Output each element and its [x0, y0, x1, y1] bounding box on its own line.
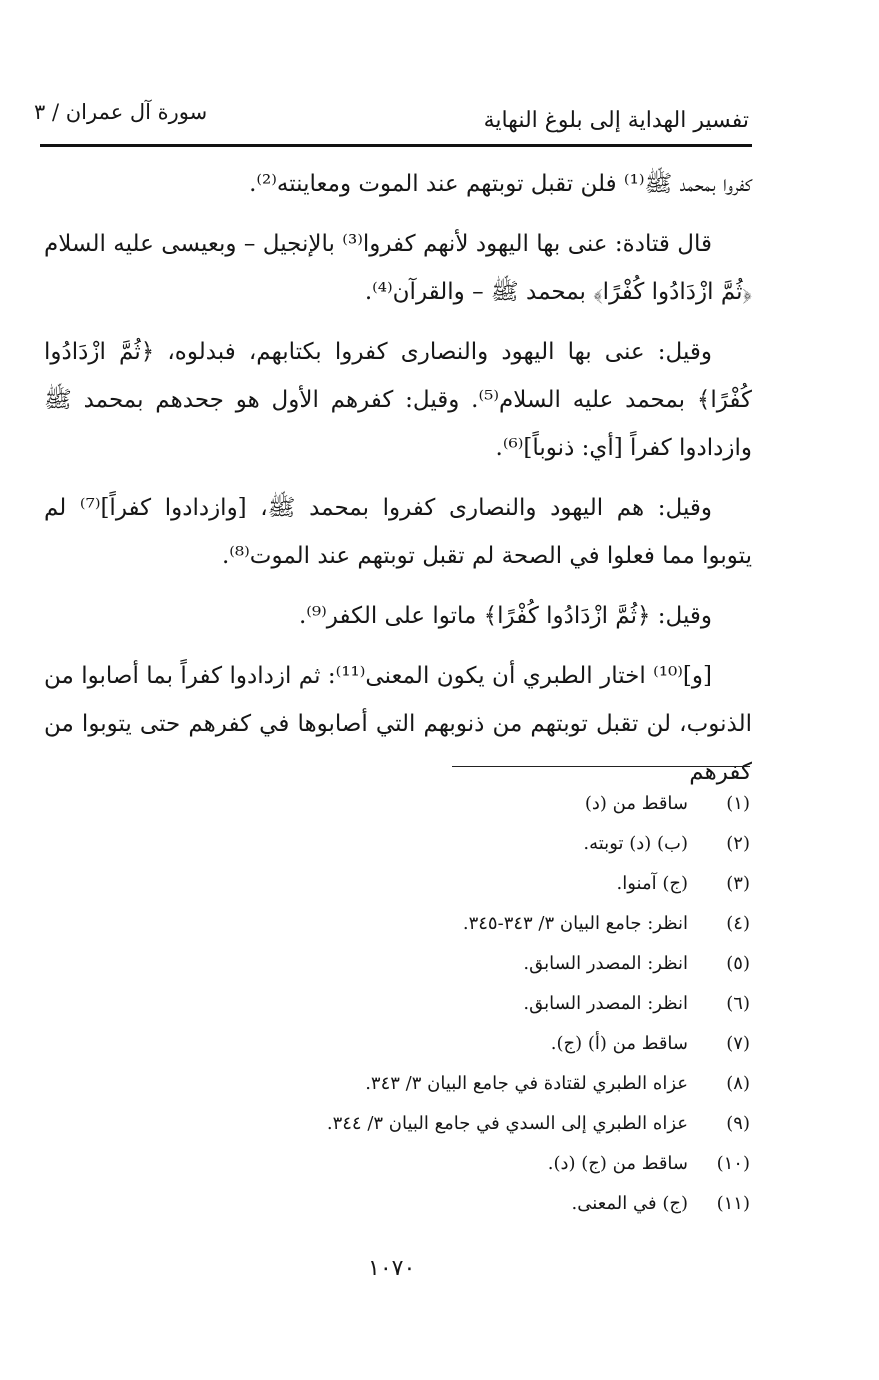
footnote-text: عزاه الطبري لقتادة في جامع البيان ٣/ ٣٤٣.: [365, 1073, 688, 1094]
footnote: [60, 1104, 750, 1144]
paragraph: كفروا بمحمد ﷺ⁽¹⁾ فلن تقبل توبتهم عند الموت ومعاينته⁽²⁾.: [249, 171, 752, 197]
footnotes: [60, 784, 750, 1224]
footnote-number: (١٠): [716, 1153, 750, 1174]
footnote-text: ساقط من (ج) (د).: [547, 1153, 688, 1174]
paragraph: وقيل: هم اليهود والنصارى كفروا بمحمد ﷺ، [وازدادوا كفراً]⁽⁷⁾ لم يتوبوا مما فعلوا في الصحة لم تقبل توبتهم عند الموت⁽⁸⁾.: [44, 495, 752, 569]
footnote: [60, 1024, 750, 1064]
footnote-text: (ج) آمنوا.: [616, 873, 688, 894]
footnote-number: (٢): [726, 833, 750, 854]
footnote: [60, 1184, 750, 1224]
footnote-text: انظر: المصدر السابق.: [523, 953, 688, 974]
footnote-number: (٩): [726, 1113, 750, 1134]
footnote-text: ساقط من (أ) (ج).: [550, 1033, 688, 1054]
footnote: [60, 984, 750, 1024]
footnote-text: انظر: المصدر السابق.: [523, 993, 688, 1014]
footnote-number: (١): [726, 793, 750, 814]
footnote-text: عزاه الطبري إلى السدي في جامع البيان ٣/ ٣٤٤.: [326, 1113, 688, 1134]
page-number: ١٠٧٠: [368, 1256, 416, 1281]
footnote: [60, 864, 750, 904]
running-header-left: سورة آل عمران / ٣: [34, 100, 208, 124]
footnote-number: (٨): [726, 1073, 750, 1094]
paragraph: [و]⁽¹⁰⁾ اختار الطبري أن يكون المعنى⁽¹¹⁾: ثم ازدادوا كفراً بما أصابوا من الذنوب، لن تقبل توبتهم من ذنوبهم التي أصابوها في كفرهم حتى يتوبوا من كفرهم: [44, 663, 752, 785]
paragraph: قال قتادة: عنى بها اليهود لأنهم كفروا⁽³⁾ بالإنجيل – وبعيسى عليه السلام ﴿ثُمَّ ازْدَادُوا كُفْرًا﴾ بمحمد ﷺ – والقرآن⁽⁴⁾.: [44, 231, 752, 305]
footnote-text: (ج) في المعنى.: [571, 1193, 688, 1214]
paragraph: وقيل: ﴿ثُمَّ ازْدَادُوا كُفْرًا﴾ ماتوا على الكفر⁽⁹⁾.: [298, 603, 712, 629]
footnote: [60, 1144, 750, 1184]
footnote-rule: [452, 766, 750, 767]
footnote-number: (٧): [726, 1033, 750, 1054]
footnote: [60, 824, 750, 864]
header-rule: [40, 144, 752, 147]
footnote-number: (٤): [726, 913, 750, 934]
footnote: [60, 944, 750, 984]
running-header-right: تفسير الهداية إلى بلوغ النهاية: [483, 108, 749, 133]
footnote-text: ساقط من (د): [584, 793, 688, 814]
paragraph: وقيل: عنى بها اليهود والنصارى كفروا بكتابهم، فبدلوه، ﴿ثُمَّ ازْدَادُوا كُفْرًا﴾ بمحمد عليه السلام⁽⁵⁾. وقيل: كفرهم الأول هو جحدهم بمحمد ﷺ وازدادوا كفراً [أي: ذنوباً]⁽⁶⁾.: [44, 339, 752, 461]
main-text: [44, 160, 752, 808]
footnote-number: (٣): [726, 873, 750, 894]
footnote-number: (٦): [726, 993, 750, 1014]
footnote: [60, 1064, 750, 1104]
footnote-number: (١١): [716, 1193, 750, 1214]
footnote: [60, 904, 750, 944]
footnote-number: (٥): [726, 953, 750, 974]
footnote: [60, 784, 750, 824]
footnote-text: (ب) (د) توبته.: [583, 833, 688, 854]
footnote-text: انظر: جامع البيان ٣/ ٣٤٣-٣٤٥.: [462, 913, 688, 934]
